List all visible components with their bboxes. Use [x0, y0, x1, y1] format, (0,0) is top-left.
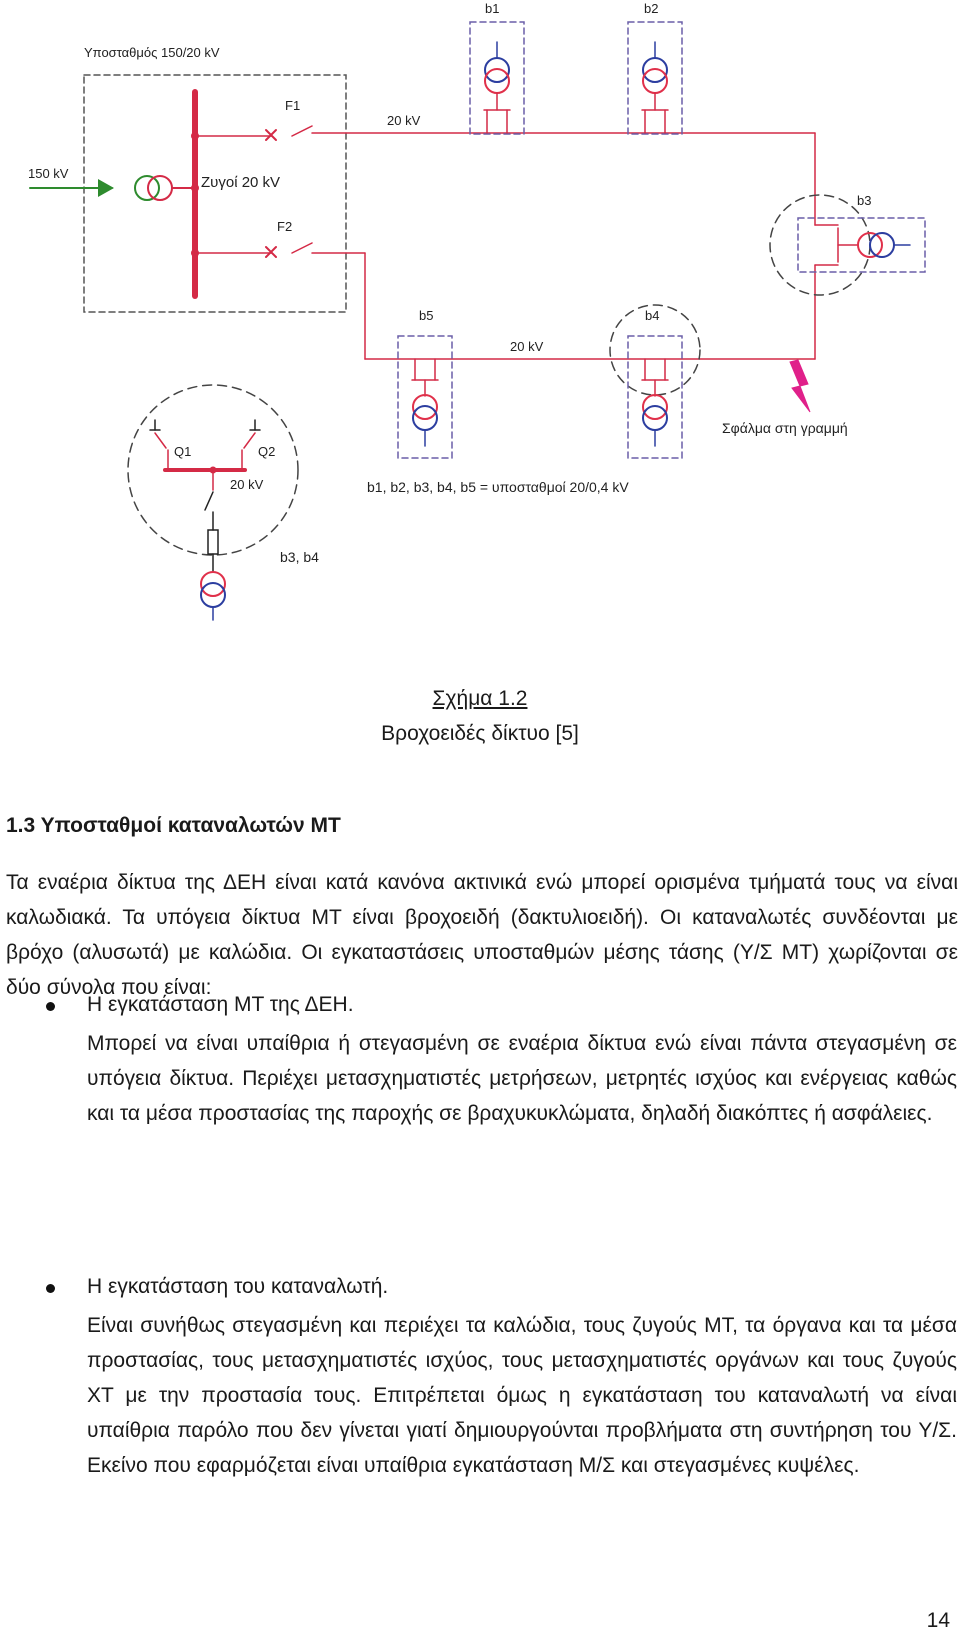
b4-label: b4	[645, 308, 660, 323]
figure-caption: Βροχοειδές δίκτυο [5]	[381, 722, 579, 745]
detail-q1-label: Q1	[174, 444, 192, 459]
switch-f1	[292, 126, 312, 136]
bullet-body	[87, 1308, 957, 1483]
detail-switchgear-icon	[150, 420, 260, 620]
page-number: 14	[926, 1609, 950, 1632]
paragraph-line: μέσης τάσης (Υ/Σ ΜΤ) χωρίζονται σε δύο σύνολα που είναι:	[6, 941, 958, 999]
bullet-line: ισχύος και ενέργειας καθώς και τα μέσα προστασίας της παροχής σε	[87, 1067, 957, 1125]
breaker-f2-icon	[266, 247, 276, 257]
line-voltage-bottom-label: 20 kV	[510, 339, 544, 354]
bullet-title: Η εγκατάσταση ΜΤ της ΔΕΗ.	[87, 993, 354, 1016]
detail-q2-label: Q2	[258, 444, 276, 459]
legend-text: b1, b2, b3, b4, b5 = υποσταθμοί 20/0,4 kV	[367, 479, 629, 495]
bullet-line: στεγασμένη σε υπόγεια δίκτυα. Περιέχει μετασχηματιστές μετρήσεων, μετρητές	[87, 1032, 957, 1090]
bullet-title: Η εγκατάσταση του καταναλωτή.	[87, 1275, 389, 1298]
fault-lightning-icon	[790, 360, 810, 412]
bullet-dot	[46, 1002, 55, 1011]
feeder-f1-label: F1	[285, 98, 301, 113]
bullet-line: Είναι συνήθως στεγασμένη και περιέχει τα καλώδια, τους ζυγούς ΜΤ, τα όργανα και	[87, 1314, 876, 1337]
bullet-dot	[46, 1284, 55, 1293]
b2-box	[628, 22, 682, 134]
section-heading: 1.3 Υποσταθμοί καταναλωτών ΜΤ	[6, 814, 341, 837]
substation-label: Υποσταθμός 150/20 kV	[84, 45, 220, 60]
bullet-body	[87, 1026, 957, 1131]
busbar-label: Ζυγοί 20 kV	[201, 174, 281, 191]
b3-label: b3	[857, 193, 872, 208]
input-arrow	[98, 179, 114, 197]
feeder-f2-label: F2	[277, 219, 293, 234]
intro-paragraph	[6, 865, 958, 1005]
bullet-line: βραχυκυκλώματα, δηλαδή διακόπτες ή ασφάλειες.	[467, 1102, 933, 1125]
b2-label: b2	[644, 1, 659, 16]
bullet-line: και τους ζυγούς ΧΤ με την προστασία τους. Επιτρέπεται όμως η εγκατάσταση του	[87, 1349, 957, 1407]
b5-transformer-icon	[412, 359, 438, 446]
bullet-line: τα μέσα προστασίας, τους μετασχηματιστές ισχύος, τους μετασχηματιστές οργάνων	[87, 1314, 957, 1372]
ring-network-diagram	[0, 0, 960, 640]
bullet-line: εγκατάσταση Μ/Σ και στεγασμένες κυψέλες.	[452, 1454, 860, 1477]
b1-label: b1	[485, 1, 500, 16]
b3-transformer-icon	[815, 225, 910, 265]
detail-voltage-label: 20 kV	[230, 477, 264, 492]
breaker-f1-icon	[266, 130, 276, 140]
bullet-line: καταναλωτή να είναι υπαίθρια παρόλο που δεν γίνεται γιατί δημιουργούνται	[87, 1384, 957, 1442]
b1-box	[470, 22, 524, 134]
input-voltage-label: 150 kV	[28, 166, 69, 181]
figure-number: Σχήμα 1.2	[432, 687, 528, 710]
paragraph-line: Τα εναέρια δίκτυα της ΔΕΗ είναι κατά κανόνα ακτινικά ενώ μπορεί ορισμένα τμήματά τους	[6, 871, 876, 894]
fault-label: Σφάλμα στη γραμμή	[722, 420, 848, 436]
switch-f2	[292, 243, 312, 253]
b4-transformer-icon	[642, 359, 668, 446]
detail-b3-b4-label: b3, b4	[280, 549, 319, 565]
paragraph-line: καταναλωτές συνδέονται με βρόχο (αλυσωτά) με καλώδια. Οι εγκαταστάσεις υποσταθμών	[6, 906, 958, 964]
line-voltage-top-label: 20 kV	[387, 113, 421, 128]
bullet-line: προβλήματα στη συντήρηση του Υ/Σ. Εκείνο που εφαρμόζεται είναι υπαίθρια	[87, 1419, 957, 1477]
bullet-line: Μπορεί να είναι υπαίθρια ή στεγασμένη σε εναέρια δίκτυα ενώ είναι πάντα	[87, 1032, 808, 1055]
b5-label: b5	[419, 308, 434, 323]
b2-transformer-icon	[642, 42, 668, 133]
b1-transformer-icon	[484, 42, 510, 133]
substation-box	[84, 75, 346, 312]
paragraph-line: να είναι καλωδιακά. Τα υπόγεια δίκτυα ΜΤ είναι βροχοειδή (δακτυλιοειδή). Οι	[6, 871, 958, 929]
